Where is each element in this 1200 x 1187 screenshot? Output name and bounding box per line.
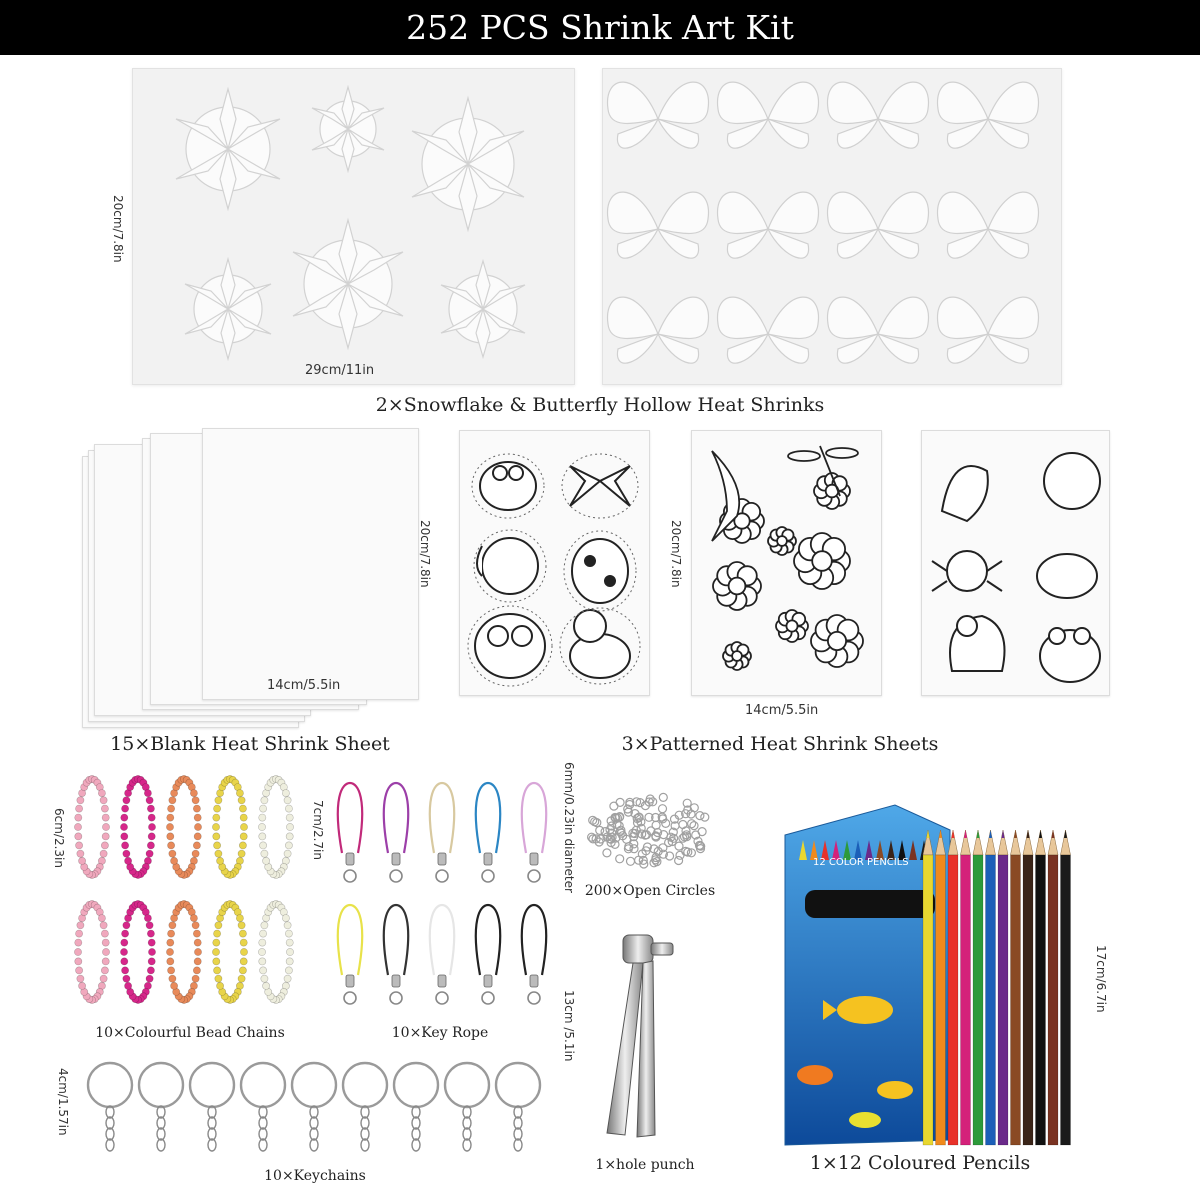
butterfly-icon [828, 297, 929, 363]
patterned-sheet-bugs [459, 430, 650, 696]
flower-drawings [692, 431, 881, 695]
patterned-sheets-caption: 3×Patterned Heat Shrink Sheets [621, 733, 939, 755]
key-rope-icon [476, 783, 500, 882]
butterfly-icon [938, 192, 1039, 258]
snowflake-illustration [133, 69, 574, 384]
blank-sheets-caption: 15×Blank Heat Shrink Sheet [110, 733, 390, 755]
pencil-icon [998, 830, 1008, 1145]
key-rope-icon [430, 905, 454, 1004]
patterned-sheet-animals [921, 430, 1110, 696]
open-circle-icon [627, 857, 635, 865]
bead-chain-icon [258, 775, 293, 878]
blank-width-label: 14cm/5.5in [267, 678, 341, 693]
flower-icon [768, 527, 796, 555]
pencil-icon [1036, 830, 1046, 1145]
keychain-icon [241, 1063, 285, 1151]
snowflake-icon [176, 89, 280, 209]
open-circle-icon [676, 851, 684, 859]
pencil-icon [961, 830, 971, 1145]
pencil-icon [948, 830, 958, 1145]
key-rope-icon [476, 905, 500, 1004]
open-circle-icon [701, 813, 709, 821]
bead-chain-size-label: 6cm/2.3in [52, 808, 66, 868]
blank-sheet-stack [82, 428, 427, 728]
butterfly-icon [718, 82, 819, 148]
bead-chain-icon [74, 900, 109, 1003]
hole-punch-icon [585, 925, 715, 1150]
hole-punch-size-label: 13cm /5.1in [562, 990, 576, 1062]
pencil-icon [1023, 830, 1033, 1145]
open-circle-icon [616, 855, 624, 863]
bead-chain-icon [212, 775, 247, 878]
snowflake-hollow-sheet [132, 68, 575, 385]
keychain-icon [394, 1063, 438, 1151]
pencil-size-label: 17cm/6.7in [1094, 945, 1108, 1013]
snowflake-icon [412, 98, 524, 230]
bead-chain-icon [212, 900, 247, 1003]
butterfly-icon [938, 297, 1039, 363]
keychain-icon [496, 1063, 540, 1151]
flower-icon [723, 642, 751, 670]
snowflake-icon [293, 220, 403, 348]
butterfly-illustration [603, 69, 1061, 384]
pencil-box-illustration [775, 800, 1095, 1155]
patterned-width-label: 14cm/5.5in [745, 703, 819, 718]
bead-chain-icon [120, 775, 155, 878]
patterned-sheet-flowers [691, 430, 882, 696]
keychain-icon [139, 1063, 183, 1151]
snowflake-icon [441, 261, 525, 357]
butterfly-icon [718, 297, 819, 363]
flower-icon [776, 610, 808, 642]
pencil-icon [986, 830, 996, 1145]
keychain-size-label: 4cm/1.57in [56, 1068, 70, 1136]
keychain-icon [343, 1063, 387, 1151]
pencil-box-label: 12 COLOR PENCILS [813, 857, 909, 868]
bead-chain-icon [120, 900, 155, 1003]
key-rope-illustration [325, 778, 550, 1023]
open-circle-icon [596, 826, 604, 834]
flower-icon [794, 533, 850, 589]
pencil-set [923, 830, 1071, 1145]
key-rope-size-label: 7cm/2.7in [311, 800, 325, 860]
blank-height-label: 20cm/7.8in [418, 520, 432, 588]
butterfly-icon [828, 192, 929, 258]
butterfly-icon [608, 82, 709, 148]
open-circle-icon [652, 821, 660, 829]
open-circle-icon [675, 842, 683, 850]
pencil-icon [923, 830, 933, 1145]
patterned-height-label: 20cm/7.8in [669, 520, 683, 588]
key-rope-icon [338, 783, 362, 882]
key-rope-icon [384, 905, 408, 1004]
open-circle-icon [688, 820, 696, 828]
key-rope-icon [430, 783, 454, 882]
open-circles-caption: 200×Open Circles [584, 883, 716, 899]
pencil-icon [936, 830, 946, 1145]
key-rope-icon [522, 905, 546, 1004]
open-circle-icon [690, 822, 698, 830]
keychain-icon [292, 1063, 336, 1151]
keychain-icon [88, 1063, 132, 1151]
butterfly-icon [608, 192, 709, 258]
hollow-width-label: 29cm/11in [305, 363, 375, 378]
hollow-height-label: 20cm/7.8in [111, 195, 125, 263]
butterfly-icon [718, 192, 819, 258]
open-circle-icon [696, 812, 704, 820]
bead-chain-icon [166, 775, 201, 878]
pencil-icon [973, 830, 983, 1145]
butterfly-icon [608, 297, 709, 363]
butterfly-hollow-sheet [602, 68, 1062, 385]
open-circles-illustration [585, 790, 715, 870]
flower-icon [811, 615, 863, 667]
animal-drawings [922, 431, 1109, 695]
page-title: 252 PCS Shrink Art Kit [406, 8, 794, 47]
pencil-icon [1061, 830, 1071, 1145]
keychain-icon [190, 1063, 234, 1151]
bead-chain-icon [258, 900, 293, 1003]
keychains-caption: 10×Keychains [264, 1168, 366, 1184]
key-rope-caption: 10×Key Rope [391, 1025, 489, 1041]
keychains-illustration [80, 1060, 550, 1160]
open-circles-size-label: 6mm/0.23in diameter [562, 762, 576, 893]
bead-chain-icon [166, 900, 201, 1003]
butterfly-icon [828, 82, 929, 148]
flower-icon [713, 562, 761, 610]
hole-punch-caption: 1×hole punch [595, 1157, 695, 1173]
snowflake-icon [312, 87, 384, 171]
snowflake-icon [185, 259, 271, 359]
bead-chain-icon [74, 775, 109, 878]
bead-chains-caption: 10×Colourful Bead Chains [95, 1025, 285, 1041]
bead-chains-illustration [70, 775, 310, 1025]
key-rope-icon [384, 783, 408, 882]
key-rope-icon [522, 783, 546, 882]
pencil-icon [1011, 830, 1021, 1145]
keychain-icon [445, 1063, 489, 1151]
open-circle-icon [675, 857, 683, 865]
open-circle-icon [603, 849, 611, 857]
open-circle-icon [610, 802, 618, 810]
butterfly-icon [938, 82, 1039, 148]
pencils-caption: 1×12 Coloured Pencils [809, 1152, 1031, 1174]
key-rope-icon [338, 905, 362, 1004]
hollow-sheets-caption: 2×Snowflake & Butterfly Hollow Heat Shrinks [375, 394, 825, 416]
pencil-icon [1048, 830, 1058, 1145]
bug-drawings [460, 431, 649, 695]
open-circle-icon [659, 805, 667, 813]
open-circle-icon [659, 793, 667, 801]
